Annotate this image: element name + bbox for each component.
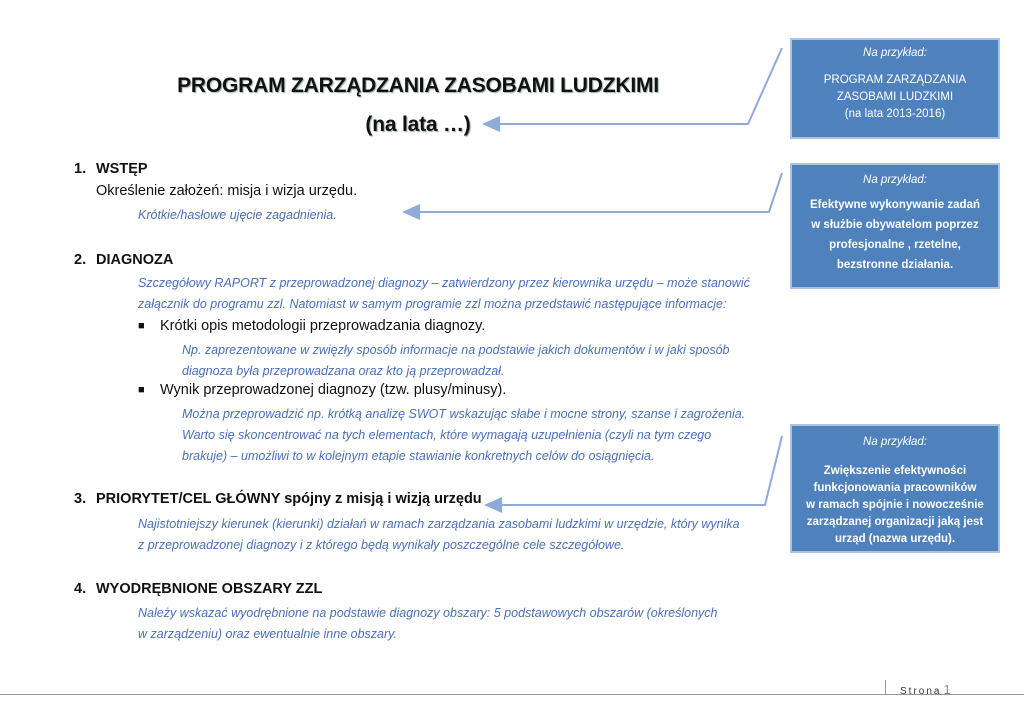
- callout-label: Na przykład:: [863, 47, 927, 59]
- section-number: 3.: [74, 491, 87, 507]
- callout-line: PROGRAM ZARZĄDZANIA: [823, 74, 967, 86]
- section-title: WSTĘP: [96, 161, 148, 177]
- arrow-title-callout: [484, 48, 782, 124]
- callout-line: profesjonalne , rzetelne,: [829, 239, 961, 251]
- callout-line: bezstronne działania.: [836, 259, 954, 271]
- callout-line: zarządzanej organizacji jaką jest: [806, 516, 984, 528]
- callout-line: urząd (nazwa urzędu).: [834, 533, 956, 545]
- callout-label: Na przykład:: [863, 436, 927, 448]
- document-title: PROGRAM ZARZĄDZANIA ZASOBAMI LUDZKIMI: [177, 74, 659, 97]
- section-note: Szczegółowy RAPORT z przeprowadzonej diagnozy – zatwierdzony przez kierownika urzędu – może stanowić: [138, 276, 750, 290]
- callout-line: funkcjonowania pracowników: [813, 482, 977, 494]
- bullet-note: brakuje) – umożliwi to w kolejnym etapie stawianie konkretnych celów do osiągnięcia.: [182, 449, 655, 463]
- bullet-text: Wynik przeprowadzonej diagnozy (tzw. plusy/minusy).: [160, 382, 507, 398]
- section-number: 1.: [74, 161, 87, 177]
- callout-line: Efektywne wykonywanie zadań: [809, 199, 980, 211]
- callout-line: ZASOBAMI LUDZKIMI: [836, 91, 954, 103]
- bullet-square-icon: ■: [138, 320, 145, 332]
- section-text: Określenie założeń: misja i wizja urzędu.: [96, 183, 358, 199]
- section-note: załącznik do programu zzl. Natomiast w samym programie zzl można przedstawić następujące informacje:: [138, 297, 727, 311]
- callout-label: Na przykład:: [863, 174, 927, 186]
- page-footer: [885, 680, 965, 697]
- bullet-note: diagnoza była przeprowadzana oraz kto ją przeprowadzał.: [182, 364, 505, 378]
- section-note: Krótkie/hasłowe ujęcie zagadnienia.: [138, 208, 337, 222]
- document-subtitle: (na lata …): [365, 113, 471, 136]
- section-title: DIAGNOZA: [96, 252, 174, 268]
- arrow-goal-callout: [486, 436, 782, 505]
- section-number: 2.: [74, 252, 87, 268]
- section-title: WYODRĘBNIONE OBSZARY ZZL: [96, 581, 323, 597]
- bullet-note: Warto się skoncentrować na tych elementach, które wymagają uzupełnienia (czyli na tym czego: [182, 428, 712, 442]
- section-title: PRIORYTET/CEL GŁÓWNY spójny z misją i wizją urzędu: [96, 491, 482, 507]
- page-number: 1: [943, 682, 951, 697]
- bullet-square-icon: ■: [138, 384, 145, 396]
- bullet-note: Można przeprowadzić np. krótką analizę SWOT wskazując słabe i mocne strony, szanse i zagrożenia.: [182, 407, 746, 421]
- section-number: 4.: [74, 581, 87, 597]
- section-note: Najistotniejszy kierunek (kierunki) działań w ramach zarządzania zasobami ludzkimi w urzędzie, który wynika: [138, 517, 740, 531]
- footer-rule: [0, 694, 1024, 695]
- callout-line: Zwiększenie efektywności: [823, 465, 967, 477]
- arrow-mission-callout: [404, 173, 782, 212]
- callout-line: w ramach spójnie i nowocześnie: [806, 499, 984, 511]
- section-note: z przeprowadzonej diagnozy i z którego będą wynikały poszczególne cele szczegółowe.: [138, 538, 625, 552]
- bullet-note: Np. zaprezentowane w zwięzły sposób informacje na podstawie jakich dokumentów i w jaki sposób: [182, 343, 730, 357]
- section-note: Należy wskazać wyodrębnione na podstawie diagnozy obszary: 5 podstawowych obszarów (określonych: [138, 606, 718, 620]
- callout-line: (na lata 2013-2016): [844, 108, 946, 120]
- bullet-text: Krótki opis metodologii przeprowadzania diagnozy.: [160, 318, 486, 334]
- section-note: w zarządzeniu) oraz ewentualnie inne obszary.: [138, 627, 397, 641]
- callout-line: w służbie obywatelom poprzez: [811, 219, 979, 231]
- footer-label: Strona: [900, 686, 942, 697]
